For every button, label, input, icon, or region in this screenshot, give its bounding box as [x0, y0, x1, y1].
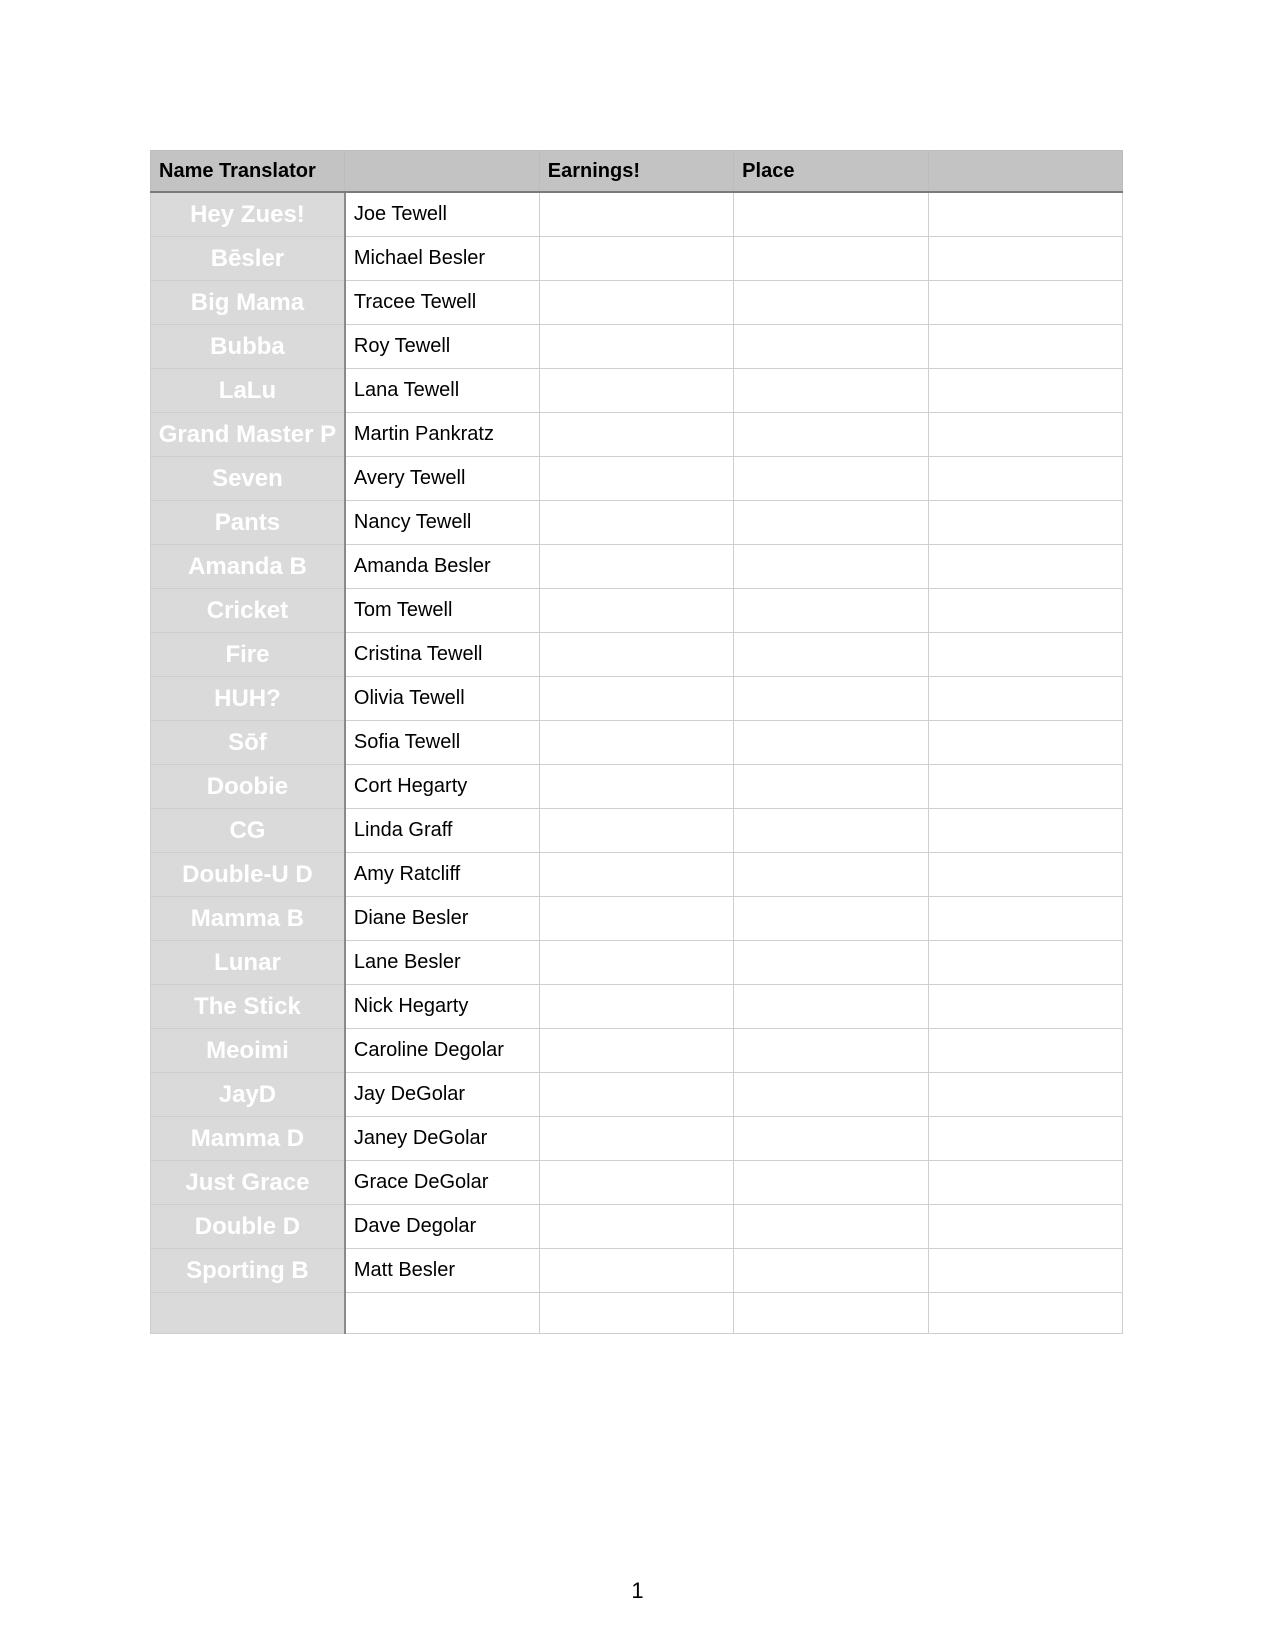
table-row [151, 941, 1123, 985]
extra-cell [928, 545, 1122, 589]
earnings-cell [539, 809, 733, 853]
extra-cell [928, 369, 1122, 413]
nickname-cell: Bēsler [151, 237, 345, 281]
table-row [151, 721, 1123, 765]
extra-cell [928, 633, 1122, 677]
name-cell: Dave Degolar [345, 1205, 539, 1249]
name-cell: Lane Besler [345, 941, 539, 985]
extra-cell [928, 457, 1122, 501]
extra-cell [928, 809, 1122, 853]
table-body [151, 192, 1123, 1334]
place-cell [734, 765, 928, 809]
extra-cell [928, 1161, 1122, 1205]
earnings-cell [539, 545, 733, 589]
place-cell [734, 1293, 928, 1334]
nickname-cell [151, 1293, 345, 1334]
extra-cell [928, 1029, 1122, 1073]
name-cell: Amanda Besler [345, 545, 539, 589]
place-cell [734, 985, 928, 1029]
extra-cell [928, 325, 1122, 369]
name-cell: Cort Hegarty [345, 765, 539, 809]
name-cell: Lana Tewell [345, 369, 539, 413]
place-cell [734, 1117, 928, 1161]
place-cell [734, 1073, 928, 1117]
name-cell: Martin Pankratz [345, 413, 539, 457]
name-cell: Diane Besler [345, 897, 539, 941]
place-cell [734, 192, 928, 237]
nickname-cell: Mamma B [151, 897, 345, 941]
table-row [151, 281, 1123, 325]
table-row [151, 765, 1123, 809]
table-row [151, 897, 1123, 941]
place-cell [734, 1161, 928, 1205]
place-cell [734, 281, 928, 325]
earnings-cell [539, 1293, 733, 1334]
earnings-cell [539, 1073, 733, 1117]
extra-cell [928, 413, 1122, 457]
name-cell: Tom Tewell [345, 589, 539, 633]
place-cell [734, 589, 928, 633]
earnings-cell [539, 325, 733, 369]
extra-cell [928, 1249, 1122, 1293]
earnings-cell [539, 765, 733, 809]
name-cell: Tracee Tewell [345, 281, 539, 325]
earnings-cell [539, 1117, 733, 1161]
nickname-cell: Sōf [151, 721, 345, 765]
name-cell: Matt Besler [345, 1249, 539, 1293]
nickname-cell: Meoimi [151, 1029, 345, 1073]
earnings-cell [539, 1161, 733, 1205]
table-row [151, 853, 1123, 897]
name-cell: Grace DeGolar [345, 1161, 539, 1205]
earnings-cell [539, 281, 733, 325]
place-cell [734, 809, 928, 853]
nickname-cell: Just Grace [151, 1161, 345, 1205]
name-cell: Olivia Tewell [345, 677, 539, 721]
place-cell [734, 941, 928, 985]
place-cell [734, 1205, 928, 1249]
table-row [151, 1073, 1123, 1117]
place-cell [734, 633, 928, 677]
name-cell: Jay DeGolar [345, 1073, 539, 1117]
earnings-cell [539, 237, 733, 281]
earnings-cell [539, 1249, 733, 1293]
name-cell: Nancy Tewell [345, 501, 539, 545]
extra-cell [928, 765, 1122, 809]
earnings-cell [539, 1205, 733, 1249]
table-row [151, 237, 1123, 281]
name-cell: Sofia Tewell [345, 721, 539, 765]
place-cell [734, 325, 928, 369]
extra-cell [928, 941, 1122, 985]
nickname-cell: JayD [151, 1073, 345, 1117]
extra-cell [928, 721, 1122, 765]
nickname-cell: Cricket [151, 589, 345, 633]
earnings-cell [539, 721, 733, 765]
table-row [151, 1029, 1123, 1073]
table-row [151, 369, 1123, 413]
earnings-cell [539, 941, 733, 985]
nickname-cell: LaLu [151, 369, 345, 413]
earnings-cell [539, 853, 733, 897]
name-cell: Janey DeGolar [345, 1117, 539, 1161]
earnings-cell [539, 413, 733, 457]
table-row [151, 1293, 1123, 1334]
extra-cell [928, 1205, 1122, 1249]
nickname-cell: Fire [151, 633, 345, 677]
header-name-translator: Name Translator [151, 151, 345, 193]
header-blank-4 [928, 151, 1122, 193]
name-cell: Roy Tewell [345, 325, 539, 369]
place-cell [734, 237, 928, 281]
nickname-cell: Lunar [151, 941, 345, 985]
nickname-cell: CG [151, 809, 345, 853]
table-row [151, 545, 1123, 589]
extra-cell [928, 281, 1122, 325]
extra-cell [928, 897, 1122, 941]
table-row [151, 457, 1123, 501]
earnings-cell [539, 677, 733, 721]
name-cell: Michael Besler [345, 237, 539, 281]
place-cell [734, 413, 928, 457]
place-cell [734, 721, 928, 765]
extra-cell [928, 192, 1122, 237]
name-cell: Avery Tewell [345, 457, 539, 501]
table-row [151, 985, 1123, 1029]
name-translator-table [150, 150, 1123, 1334]
nickname-cell: Bubba [151, 325, 345, 369]
table-row [151, 501, 1123, 545]
name-cell: Joe Tewell [345, 192, 539, 237]
earnings-cell [539, 589, 733, 633]
extra-cell [928, 1293, 1122, 1334]
place-cell [734, 677, 928, 721]
earnings-cell [539, 897, 733, 941]
table-row [151, 192, 1123, 237]
table-row [151, 1117, 1123, 1161]
extra-cell [928, 677, 1122, 721]
table-row [151, 1249, 1123, 1293]
table-row [151, 589, 1123, 633]
name-cell: Amy Ratcliff [345, 853, 539, 897]
page-number: 1 [631, 1578, 644, 1603]
earnings-cell [539, 369, 733, 413]
earnings-cell [539, 501, 733, 545]
nickname-cell: HUH? [151, 677, 345, 721]
nickname-cell: Pants [151, 501, 345, 545]
nickname-cell: Sporting B [151, 1249, 345, 1293]
nickname-cell: The Stick [151, 985, 345, 1029]
place-cell [734, 1249, 928, 1293]
nickname-cell: Amanda B [151, 545, 345, 589]
place-cell [734, 1029, 928, 1073]
earnings-cell [539, 633, 733, 677]
place-cell [734, 545, 928, 589]
nickname-cell: Big Mama [151, 281, 345, 325]
place-cell [734, 501, 928, 545]
nickname-cell: Hey Zues! [151, 192, 345, 237]
nickname-cell: Seven [151, 457, 345, 501]
header-place: Place [734, 151, 928, 193]
header-earnings: Earnings! [539, 151, 733, 193]
earnings-cell [539, 1029, 733, 1073]
extra-cell [928, 1117, 1122, 1161]
nickname-cell: Double D [151, 1205, 345, 1249]
header-row [151, 151, 1123, 193]
table-row [151, 413, 1123, 457]
extra-cell [928, 1073, 1122, 1117]
earnings-cell [539, 457, 733, 501]
table-row [151, 1205, 1123, 1249]
extra-cell [928, 985, 1122, 1029]
extra-cell [928, 853, 1122, 897]
name-cell: Linda Graff [345, 809, 539, 853]
nickname-cell: Mamma D [151, 1117, 345, 1161]
table-row [151, 809, 1123, 853]
table-row [151, 633, 1123, 677]
header-blank-1 [345, 151, 539, 193]
place-cell [734, 457, 928, 501]
nickname-cell: Grand Master P [151, 413, 345, 457]
extra-cell [928, 501, 1122, 545]
name-cell: Cristina Tewell [345, 633, 539, 677]
table-row [151, 325, 1123, 369]
name-cell: Caroline Degolar [345, 1029, 539, 1073]
earnings-cell [539, 192, 733, 237]
name-cell: Nick Hegarty [345, 985, 539, 1029]
name-cell [345, 1293, 539, 1334]
place-cell [734, 369, 928, 413]
earnings-cell [539, 985, 733, 1029]
table-row [151, 1161, 1123, 1205]
extra-cell [928, 237, 1122, 281]
place-cell [734, 853, 928, 897]
nickname-cell: Double-U D [151, 853, 345, 897]
nickname-cell: Doobie [151, 765, 345, 809]
extra-cell [928, 589, 1122, 633]
table-row [151, 677, 1123, 721]
place-cell [734, 897, 928, 941]
